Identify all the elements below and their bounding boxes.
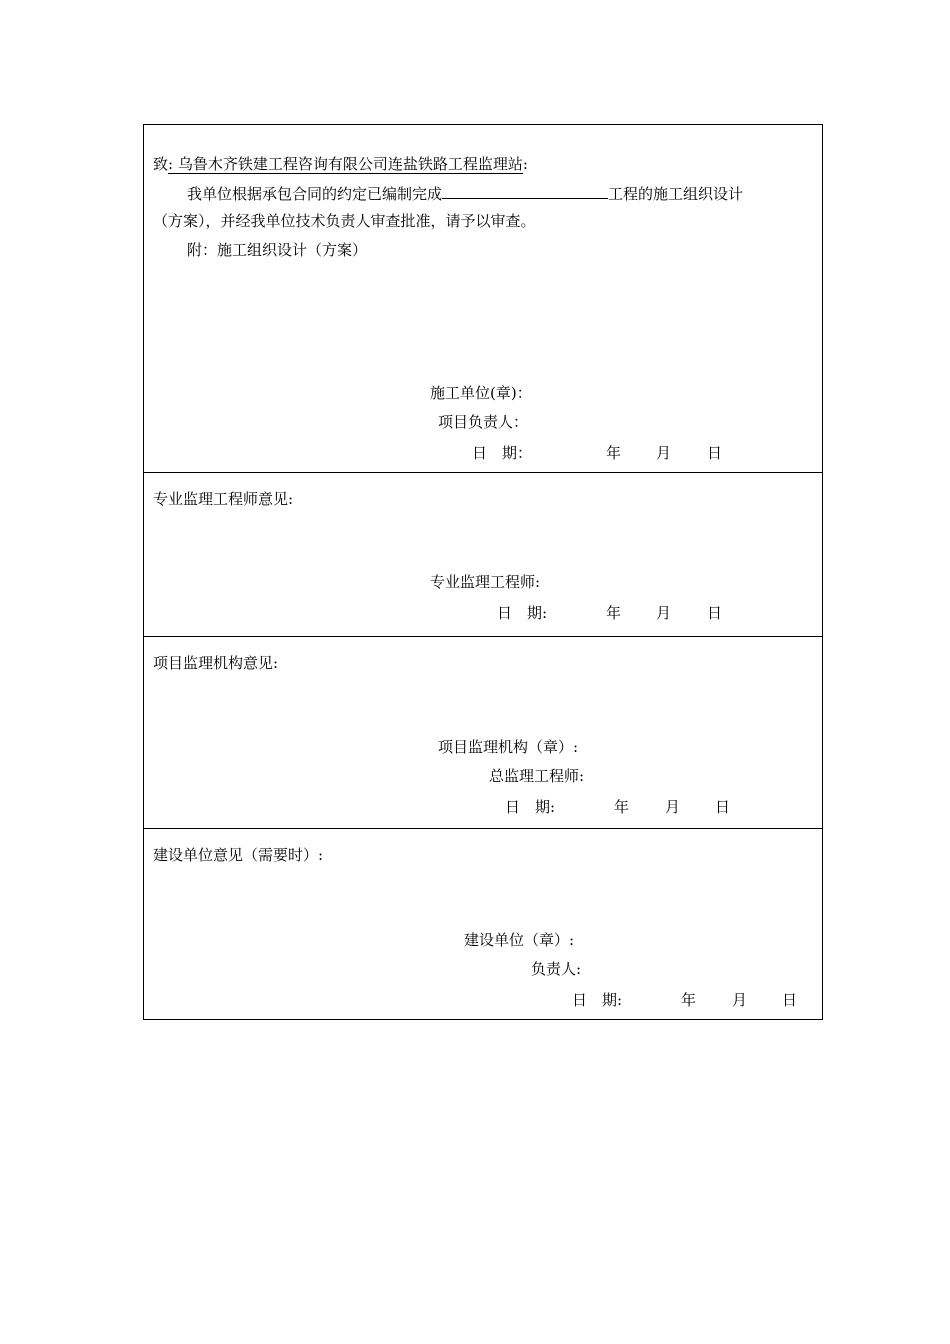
month-label: 月 xyxy=(665,798,681,816)
specialist-engineer-label: 专业监理工程师: xyxy=(430,573,541,591)
year-label: 年 xyxy=(681,991,697,1009)
date-label: 日 期: xyxy=(572,991,623,1009)
approval-form xyxy=(143,124,823,1020)
owner-unit-section xyxy=(144,829,822,1019)
date-label: 日 期: xyxy=(497,604,548,622)
day-label: 日 xyxy=(707,604,723,622)
to-prefix: 致 xyxy=(153,155,169,173)
year-label: 年 xyxy=(606,604,622,622)
section-title: 项目监理机构意见: xyxy=(153,654,279,672)
month-label: 月 xyxy=(656,604,672,622)
to-suffix: : xyxy=(522,155,528,173)
section-title: 建设单位意见（需要时）: xyxy=(153,846,324,864)
month-label: 月 xyxy=(656,444,672,462)
submission-section xyxy=(144,125,822,473)
attachment-line: 附：施工组织设计（方案） xyxy=(187,241,368,259)
statement-line-1 xyxy=(187,182,743,202)
year-label: 年 xyxy=(606,444,622,462)
day-label: 日 xyxy=(707,444,723,462)
statement-after-blank: 工程的施工组织设计 xyxy=(608,185,744,203)
month-label: 月 xyxy=(732,991,748,1009)
project-leader-label: 项目负责人： xyxy=(438,413,529,431)
date-label: 日 期: xyxy=(505,798,556,816)
recipient-line xyxy=(153,154,528,174)
day-label: 日 xyxy=(715,798,731,816)
owner-leader-label: 负责人: xyxy=(531,960,582,978)
date-label: 日 期： xyxy=(472,444,533,462)
day-label: 日 xyxy=(782,991,798,1009)
chief-engineer-label: 总监理工程师: xyxy=(489,767,585,785)
statement-line-2: （方案），并经我单位技术负责人审查批准，请予以审查。 xyxy=(153,212,536,230)
year-label: 年 xyxy=(614,798,630,816)
construction-unit-label: 施工单位(章)： xyxy=(430,384,532,402)
owner-unit-label: 建设单位（章）: xyxy=(464,931,575,949)
supervision-org-label: 项目监理机构（章）: xyxy=(438,738,579,756)
supervision-org-section xyxy=(144,637,822,829)
specialist-engineer-section xyxy=(144,473,822,637)
recipient-name: : 乌鲁木齐铁建工程咨询有限公司连盐铁路工程监理站 xyxy=(168,155,523,173)
statement-before-blank: 我单位根据承包合同的约定已编制完成 xyxy=(187,185,443,203)
project-name-blank[interactable] xyxy=(442,182,608,199)
section-title: 专业监理工程师意见: xyxy=(153,490,294,508)
